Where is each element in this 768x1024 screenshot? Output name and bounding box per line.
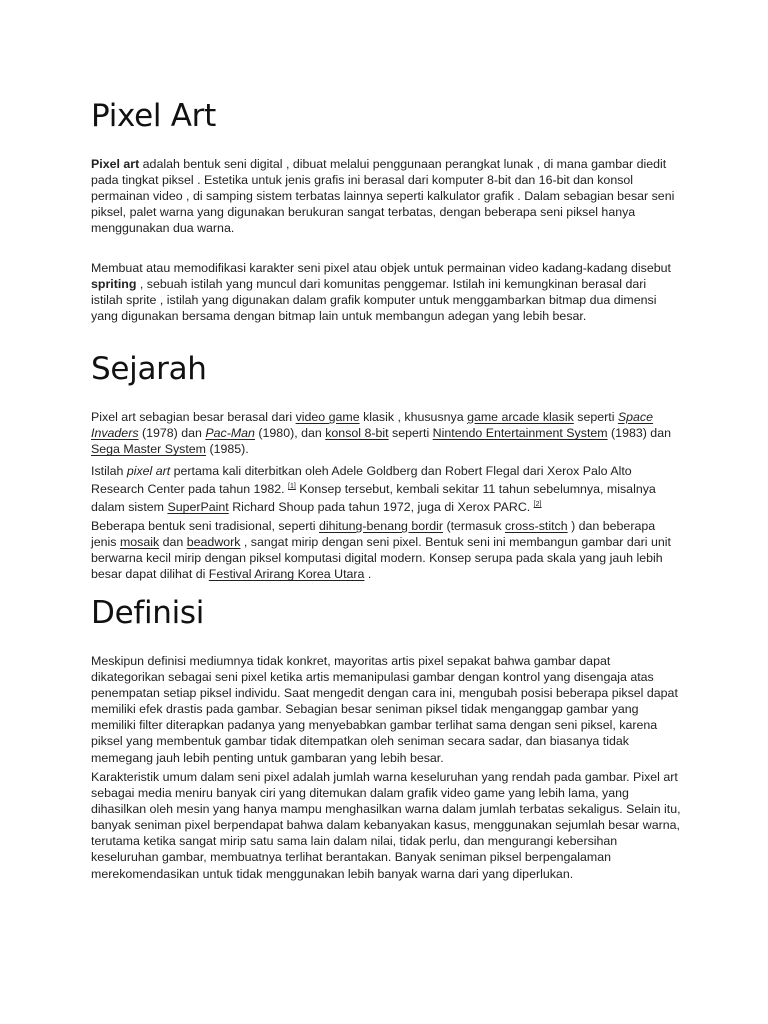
text: Membuat atau memodifikasi karakter seni pixel atau objek untuk permainan video kadang-kadang disebut [91,261,671,275]
link-mosaik[interactable]: mosaik [119,535,160,550]
text: (termasuk [443,519,505,533]
reference-link-1[interactable]: [1] [288,483,296,491]
link-nintendo-entertainment-system[interactable]: Nintendo Entertainment System [432,426,608,441]
heading-definisi: Definisi [91,595,205,631]
link-beadwork[interactable]: beadwork [186,535,241,550]
text: ) dan beberapa jenis [91,519,656,550]
link-cross-stitch[interactable]: cross-stitch [504,519,568,533]
text: adalah bentuk seni digital , dibuat melalui penggunaan perangkat lunak , di mana gambar diedit pada tingkat piksel . Estetika untuk jenis grafis ini berasal dari komputer 8-bit dan 16-bit dan konsol permainan video , di samping sistem terbatas lainnya seperti kalkulator grafik . Dalam sebagian besar seni piksel, palet warna yang digunakan berukuran sangat terbatas, dengan beberapa seni piksel hanya menggunakan dua warna. [91,157,675,236]
text: , sangat mirip dengan seni pixel. Bentuk seni ini membangun gambar dari unit berwarna kecil mirip dengan piksel komputasi digital modern. Konsep serupa pada skala yang jauh lebih besar dapat dilihat di [91,535,671,582]
text: (1978) dan [138,426,206,441]
text: dan [159,535,187,550]
pixel-art-paragraph-2 [91,260,681,324]
link-dihitung-benang-bordir[interactable]: dihitung-benang bordir [319,519,443,533]
link-game-arcade-klasik[interactable]: game arcade klasik [467,410,574,424]
link-space-invaders[interactable]: Space Invaders [91,410,654,441]
reference-link-2[interactable]: [2] [533,501,542,509]
text: (1983) dan [607,426,671,441]
term-pixel-art: Pixel art [91,157,140,171]
text: Richard Shoup pada tahun 1972, juga di Xerox PARC. [228,500,534,515]
link-konsol-8-bit[interactable]: konsol 8-bit [325,426,389,441]
text: (1985). [206,442,249,457]
text: Istilah [91,464,127,478]
term-pixel-art-italic: pixel art [126,464,171,478]
text: pertama kali diterbitkan oleh Adele Goldberg dan Robert Flegal dari Xerox Palo Alto Research Center pada tahun 1982. [91,464,632,497]
sejarah-paragraph-2 [91,463,681,515]
definisi-paragraph-2: Karakteristik umum dalam seni pixel adalah jumlah warna keseluruhan yang rendah pada gambar. Pixel art sebagai media meniru banyak ciri yang ditemukan dalam grafik video game yang lebih lama, yang dihasilkan oleh mesin yang hanya mampu menghasilkan warna dalam jumlah terbatas sekaligus. Selain itu, banyak seniman pixel berpendapat bahwa dalam kebanyakan kasus, menggunakan sejumlah besar warna, terutama ketika sangat mirip satu sama lain dalam nilai, tidak perlu, dan mengurangi kebersihan keseluruhan gambar, membuatnya terlihat berantakan. Banyak seniman piksel berpengalaman merekomendasikan untuk tidak menggunakan lebih banyak warna dari yang diperlukan. [91,770,681,881]
sejarah-paragraph-3 [91,518,681,582]
link-pac-man[interactable]: Pac-Man [205,426,255,441]
heading-pixel-art: Pixel Art [91,98,216,134]
link-sega-master-system[interactable]: Sega Master System [91,442,207,457]
text: . [364,567,372,582]
text: , sebuah istilah yang muncul dari komunitas penggemar. Istilah ini kemungkinan berasal dari istilah sprite , istilah yang digunakan dalam grafik komputer untuk menggambarkan bitmap dua dimensi yang digunakan bersama dengan bitmap lain untuk membangun adegan yang lebih besar. [91,277,657,324]
pixel-art-paragraph-1 [91,156,681,236]
text: Pixel art sebagian besar berasal dari [91,410,296,424]
definisi-paragraph-1: Meskipun definisi mediumnya tidak konkret, mayoritas artis pixel sepakat bahwa gambar dapat dikategorikan sebagai seni pixel ketika artis memanipulasi gambar dengan kontrol yang disengaja atas penempatan setiap piksel individu. Saat mengedit dengan cara ini, mengubah posisi beberapa piksel dapat memiliki efek drastis pada gambar. Sebagian besar seniman piksel tidak menganggap gambar yang memiliki filter diterapkan padanya yang menyebabkan gambar terlihat sama dengan seni piksel, karena piksel yang membentuk gambar tidak ditempatkan oleh seniman secara sadar, dan biasanya tidak memegang jauh lebih penting untuk gambaran yang lebih besar. [91,654,678,765]
text: klasik , khususnya [359,410,468,424]
sejarah-paragraph-1 [91,409,681,457]
heading-sejarah: Sejarah [91,351,207,387]
link-superpaint[interactable]: SuperPaint [167,500,229,515]
text: seperti [573,410,618,424]
text: Beberapa bentuk seni tradisional, seperti [91,519,319,533]
text: seperti [388,426,433,441]
text: Konsep tersebut, kembali sekitar 11 tahun sebelumnya, misalnya dalam sistem [91,482,656,515]
text: (1980), dan [254,426,326,441]
link-festival-arirang-korea-utara[interactable]: Festival Arirang Korea Utara [208,567,365,582]
link-video-game[interactable]: video game [295,410,360,424]
term-spriting: spriting [91,277,137,292]
